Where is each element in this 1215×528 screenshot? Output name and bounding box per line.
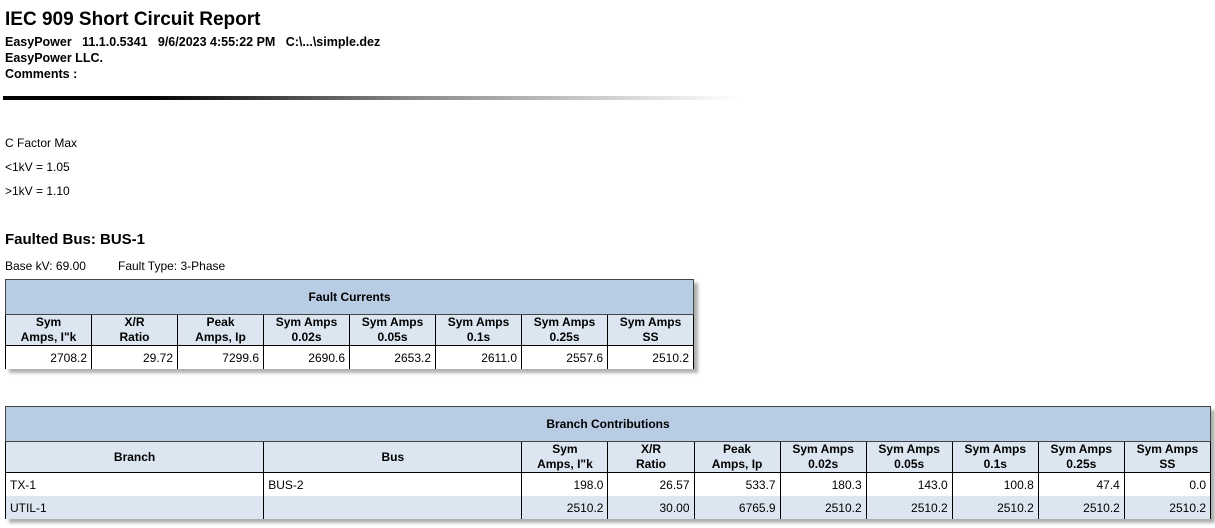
column-header: Sym Amps 0.1s xyxy=(952,442,1038,473)
table-cell: 143.0 xyxy=(866,473,952,497)
column-header: Sym Amps SS xyxy=(608,315,694,346)
table-cell: 30.00 xyxy=(608,496,694,519)
cfactor-heading: C Factor Max xyxy=(5,136,78,150)
table-cell: 2510.2 xyxy=(522,496,608,519)
column-header: Bus xyxy=(264,442,522,473)
table-cell: 2557.6 xyxy=(522,346,608,370)
fault-type: Fault Type: 3-Phase xyxy=(118,259,226,273)
comments-label: Comments : xyxy=(5,67,78,81)
column-header: Peak Amps, Ip xyxy=(694,442,780,473)
cfactor-low: <1kV = 1.05 xyxy=(5,160,70,174)
column-header: X/R Ratio xyxy=(92,315,178,346)
table-cell: 26.57 xyxy=(608,473,694,497)
faulted-bus-heading: Faulted Bus: BUS-1 xyxy=(5,231,146,248)
column-header: Sym Amps, I"k xyxy=(6,315,92,346)
column-header: Sym Amps, I"k xyxy=(522,442,608,473)
column-header: Sym Amps 0.02s xyxy=(780,442,866,473)
fault-currents-header-row xyxy=(6,315,694,346)
table-cell: BUS-2 xyxy=(264,473,522,497)
table-row xyxy=(6,473,1211,497)
company-name: EasyPower LLC. xyxy=(5,51,103,65)
table-cell: 6765.9 xyxy=(694,496,780,519)
table-cell: 2510.2 xyxy=(1038,496,1124,519)
table-cell: 0.0 xyxy=(1124,473,1210,497)
table-cell: 7299.6 xyxy=(178,346,264,370)
header-divider xyxy=(3,96,738,100)
column-header: Sym Amps 0.25s xyxy=(1038,442,1124,473)
table-row xyxy=(6,496,1211,519)
column-header: Sym Amps 0.1s xyxy=(436,315,522,346)
table-cell: 2510.2 xyxy=(866,496,952,519)
table-cell: 2510.2 xyxy=(608,346,694,370)
table-cell: 2510.2 xyxy=(952,496,1038,519)
table-cell: 2510.2 xyxy=(780,496,866,519)
table-cell: 2653.2 xyxy=(350,346,436,370)
branch-contributions-caption: Branch Contributions xyxy=(6,407,1211,442)
fault-currents-table xyxy=(5,279,694,369)
report-title: IEC 909 Short Circuit Report xyxy=(5,9,261,30)
table-cell: 198.0 xyxy=(522,473,608,497)
column-header: Branch xyxy=(6,442,264,473)
table-cell: 2510.2 xyxy=(1124,496,1210,519)
column-header: Sym Amps 0.05s xyxy=(866,442,952,473)
base-kv: Base kV: 69.00 xyxy=(5,259,86,273)
branch-contributions-table xyxy=(5,406,1211,519)
table-cell: 2611.0 xyxy=(436,346,522,370)
table-cell xyxy=(264,496,522,519)
table-cell: 29.72 xyxy=(92,346,178,370)
column-header: Sym Amps 0.05s xyxy=(350,315,436,346)
table-cell: 100.8 xyxy=(952,473,1038,497)
column-header: Sym Amps 0.25s xyxy=(522,315,608,346)
fault-currents-caption: Fault Currents xyxy=(6,280,694,315)
table-cell: UTIL-1 xyxy=(6,496,264,519)
table-cell: 533.7 xyxy=(694,473,780,497)
table-cell: 2708.2 xyxy=(6,346,92,370)
cfactor-high: >1kV = 1.10 xyxy=(5,184,70,198)
column-header: Peak Amps, Ip xyxy=(178,315,264,346)
table-cell: 2690.6 xyxy=(264,346,350,370)
report-version-line: EasyPower 11.1.0.5341 9/6/2023 4:55:22 PM C:\...\simple.dez xyxy=(5,35,381,49)
table-row xyxy=(6,346,694,370)
column-header: Sym Amps SS xyxy=(1124,442,1210,473)
table-cell: TX-1 xyxy=(6,473,264,497)
table-cell: 47.4 xyxy=(1038,473,1124,497)
column-header: X/R Ratio xyxy=(608,442,694,473)
column-header: Sym Amps 0.02s xyxy=(264,315,350,346)
table-cell: 180.3 xyxy=(780,473,866,497)
branch-contributions-header-row xyxy=(6,442,1211,473)
